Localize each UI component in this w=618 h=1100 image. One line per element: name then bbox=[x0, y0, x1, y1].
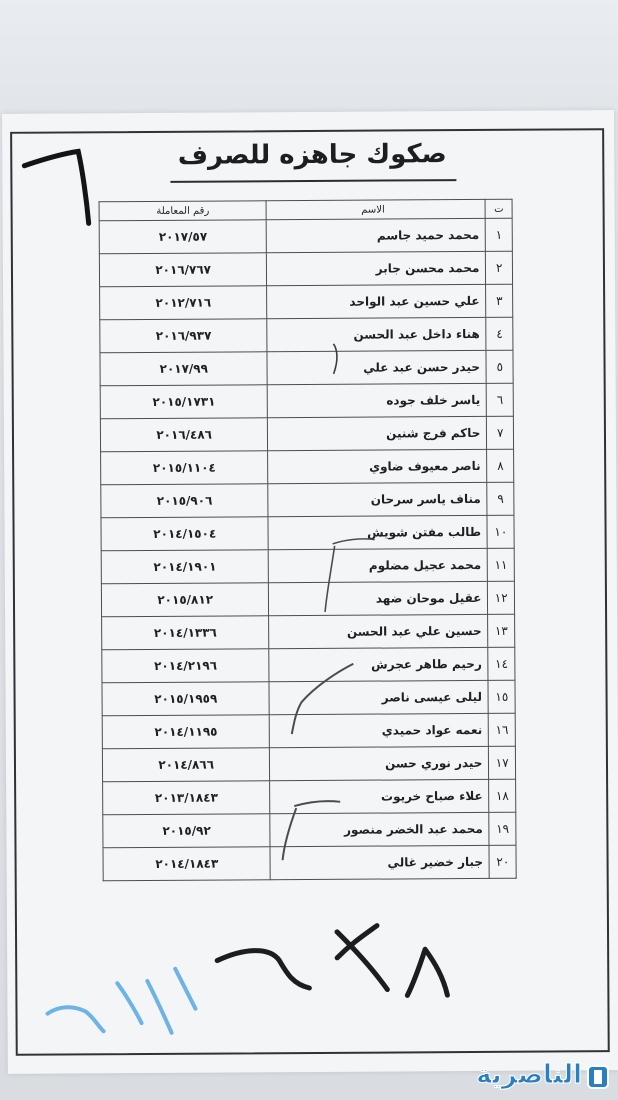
row-transaction: ٢٠١٦/٤٨٦ bbox=[100, 418, 268, 452]
row-transaction: ٢٠١٥/١١٠٤ bbox=[101, 451, 269, 485]
row-name: رحيم طاهر عجرش bbox=[269, 647, 488, 681]
wall-background bbox=[0, 0, 618, 120]
row-name: محمد محسن جابر bbox=[267, 251, 486, 285]
row-name: علي حسين عبد الواحد bbox=[267, 284, 486, 318]
payment-table bbox=[99, 199, 517, 882]
table-row bbox=[101, 449, 514, 485]
table-row bbox=[103, 812, 516, 848]
row-seq: ١ bbox=[486, 218, 513, 251]
table-row bbox=[101, 515, 514, 551]
row-transaction: ٢٠١٥/٩٠٦ bbox=[101, 484, 269, 518]
row-transaction: ٢٠١٤/١٨٤٣ bbox=[103, 847, 271, 881]
table-row bbox=[102, 713, 515, 749]
row-transaction: ٢٠١٦/٩٣٧ bbox=[100, 319, 268, 353]
header-name: الاسم bbox=[266, 199, 485, 219]
row-name: حاكم فرج شنين bbox=[268, 416, 487, 450]
logo-text: الناصرية bbox=[476, 1060, 582, 1090]
row-seq: ٤ bbox=[486, 317, 513, 350]
table-row bbox=[100, 383, 513, 419]
row-seq: ٨ bbox=[487, 449, 514, 482]
table-row bbox=[102, 614, 515, 650]
row-name: نعمه عواد حميدي bbox=[270, 713, 489, 747]
row-name: محمد عبد الخضر منصور bbox=[270, 812, 489, 846]
row-transaction: ٢٠١٤/٨٦٦ bbox=[102, 748, 270, 782]
row-transaction: ٢٠١٥/١٧٣١ bbox=[100, 385, 268, 419]
row-name: حسين علي عبد الحسن bbox=[269, 614, 488, 648]
row-name: جبار خضير غالي bbox=[270, 845, 489, 879]
row-seq: ١٨ bbox=[489, 779, 516, 812]
table-row bbox=[103, 845, 516, 881]
row-transaction: ٢٠١٢/٧١٦ bbox=[100, 286, 268, 320]
row-name: طالب مفتن شويش bbox=[268, 515, 487, 549]
table-row bbox=[100, 350, 513, 386]
row-seq: ١١ bbox=[488, 548, 515, 581]
row-name: ناصر معيوف ضاوي bbox=[268, 449, 487, 483]
table-row bbox=[100, 284, 513, 320]
row-name: هناء داخل عبد الحسن bbox=[267, 317, 486, 351]
row-name: حيدر نوري حسن bbox=[270, 746, 489, 780]
row-name: ليلى عيسى ناصر bbox=[269, 680, 488, 714]
logo-icon bbox=[584, 1062, 612, 1092]
table-row bbox=[103, 779, 516, 815]
table-row bbox=[100, 317, 513, 353]
row-transaction: ٢٠١٧/٥٧ bbox=[99, 220, 267, 254]
header-transaction: رقم المعاملة bbox=[99, 201, 267, 221]
row-seq: ١٩ bbox=[489, 812, 516, 845]
watermark-logo bbox=[476, 1056, 612, 1096]
row-seq: ٣ bbox=[486, 284, 513, 317]
table-row bbox=[101, 581, 514, 617]
row-transaction: ٢٠١٥/٨١٢ bbox=[101, 583, 269, 617]
table-row bbox=[101, 548, 514, 584]
table-row bbox=[102, 647, 515, 683]
row-name: ياسر خلف جوده bbox=[268, 383, 487, 417]
row-seq: ٦ bbox=[487, 383, 514, 416]
row-transaction: ٢٠١٤/٢١٩٦ bbox=[102, 649, 270, 683]
handwritten-page-number bbox=[16, 139, 97, 229]
row-transaction: ٢٠١٤/١٣٣٦ bbox=[102, 616, 270, 650]
row-seq: ٧ bbox=[487, 416, 514, 449]
row-seq: ١٤ bbox=[488, 647, 515, 680]
row-seq: ١٦ bbox=[489, 713, 516, 746]
table-row bbox=[99, 218, 512, 254]
row-transaction: ٢٠١٤/١٩٠١ bbox=[101, 550, 269, 584]
row-name: محمد عجيل مضلوم bbox=[269, 548, 488, 582]
row-transaction: ٢٠١٤/١٥٠٤ bbox=[101, 517, 269, 551]
row-seq: ١٥ bbox=[488, 680, 515, 713]
row-seq: ٢٠ bbox=[489, 845, 516, 878]
row-transaction: ٢٠١٣/١٨٤٣ bbox=[103, 781, 271, 815]
table-row bbox=[99, 251, 512, 287]
row-transaction: ٢٠١٥/١٩٥٩ bbox=[102, 682, 270, 716]
row-transaction: ٢٠١٧/٩٩ bbox=[100, 352, 268, 386]
row-name: محمد حميد جاسم bbox=[267, 218, 486, 252]
row-transaction: ٢٠١٤/١١٩٥ bbox=[102, 715, 270, 749]
row-seq: ١٣ bbox=[488, 614, 515, 647]
row-seq: ٩ bbox=[487, 482, 514, 515]
row-seq: ١٧ bbox=[489, 746, 516, 779]
row-seq: ١٠ bbox=[487, 515, 514, 548]
page-title: صكوك جاهزه للصرف bbox=[177, 139, 447, 171]
row-seq: ١٢ bbox=[488, 581, 515, 614]
row-name: عقيل موحان ضهد bbox=[269, 581, 488, 615]
row-name: مناف ياسر سرحان bbox=[268, 482, 487, 516]
row-name: علاء صباح خريوت bbox=[270, 779, 489, 813]
paper-sheet bbox=[2, 110, 618, 1074]
row-seq: ٥ bbox=[486, 350, 513, 383]
header-seq: ت bbox=[485, 199, 512, 218]
table-row bbox=[102, 680, 515, 716]
row-name: حيدر حسن عبد علي bbox=[267, 350, 486, 384]
row-seq: ٢ bbox=[486, 251, 513, 284]
table-header-row bbox=[99, 199, 512, 221]
table-row bbox=[101, 482, 514, 518]
table-row bbox=[100, 416, 513, 452]
row-transaction: ٢٠١٥/٩٢ bbox=[103, 814, 271, 848]
table-row bbox=[102, 746, 515, 782]
row-transaction: ٢٠١٦/٧٦٧ bbox=[99, 253, 267, 287]
